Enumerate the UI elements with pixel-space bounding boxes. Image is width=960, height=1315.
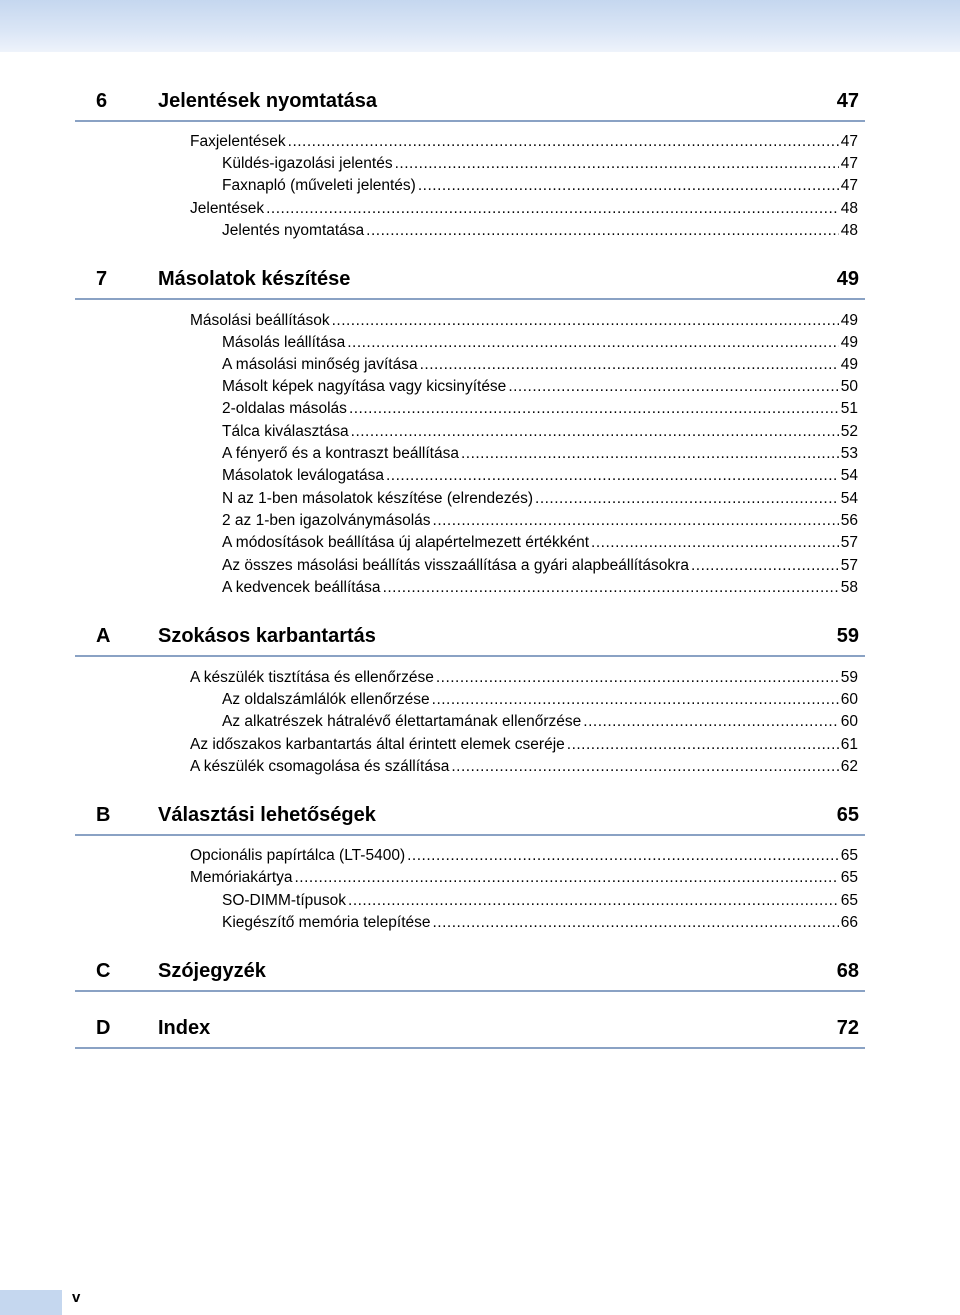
chapter-title: Szokásos karbantartás — [158, 625, 376, 647]
toc-entry[interactable] — [222, 465, 858, 487]
entry-page: 65 — [840, 869, 858, 886]
entry-label: 2-oldalas másolás — [222, 400, 347, 417]
toc-entry[interactable] — [190, 131, 858, 153]
toc-entry[interactable] — [222, 532, 858, 554]
dot-leader — [420, 354, 839, 376]
entry-label: Az oldalszámlálók ellenőrzése — [222, 691, 430, 708]
entry-page: 59 — [840, 669, 858, 686]
entry-page: 49 — [840, 334, 858, 351]
dot-leader — [386, 465, 839, 487]
chapter-number: A — [96, 625, 111, 647]
entry-label: Memóriakártya — [190, 869, 293, 886]
entry-page: 50 — [840, 378, 858, 395]
entry-label: Opcionális papírtálca (LT-5400) — [190, 847, 406, 864]
entry-page: 65 — [840, 847, 858, 864]
entry-label: N az 1-ben másolatok készítése (elrendezés) — [222, 490, 534, 507]
entry-label: Kiegészítő memória telepítése — [222, 914, 431, 931]
entry-label: Küldés-igazolási jelentés — [222, 155, 393, 172]
entry-page: 58 — [840, 579, 858, 596]
dot-leader — [583, 711, 838, 733]
toc-entry[interactable] — [222, 398, 858, 420]
toc-entry[interactable] — [190, 310, 858, 332]
toc-entry[interactable] — [190, 756, 858, 778]
entry-label: Az összes másolási beállítás visszaállítása a gyári alapbeállításokra — [222, 557, 689, 574]
chapter-number: C — [96, 960, 111, 982]
dot-leader — [332, 310, 839, 332]
chapter-title: Másolatok készítése — [158, 268, 351, 290]
footer-tab — [0, 1290, 62, 1315]
entry-label: 2 az 1-ben igazolványmásolás — [222, 512, 431, 529]
chapter-title: Választási lehetőségek — [158, 804, 376, 826]
entry-label: A kedvencek beállítása — [222, 579, 381, 596]
chapter-heading[interactable] — [75, 804, 865, 836]
entry-label: A módosítások beállítása új alapértelmezett értékként — [222, 534, 590, 551]
footer-page-number: v — [72, 1289, 81, 1306]
toc-entry[interactable] — [222, 376, 858, 398]
dot-leader — [433, 510, 839, 532]
dot-leader — [288, 131, 839, 153]
dot-leader — [366, 220, 839, 242]
toc-entry[interactable] — [222, 711, 858, 733]
toc-entry[interactable] — [190, 198, 858, 220]
entry-page: 54 — [840, 490, 858, 507]
toc-entry[interactable] — [190, 845, 858, 867]
entry-label: Az alkatrészek hátralévő élettartamának ellenőrzése — [222, 713, 582, 730]
chapter-title: Jelentések nyomtatása — [158, 90, 378, 112]
entry-label: Másolt képek nagyítása vagy kicsinyítése — [222, 378, 507, 395]
chapter-heading[interactable] — [75, 1017, 865, 1049]
entry-page: 56 — [840, 512, 858, 529]
entry-page: 62 — [840, 758, 858, 775]
dot-leader — [508, 376, 838, 398]
entry-label: Jelentés nyomtatása — [222, 222, 365, 239]
entry-page: 51 — [840, 400, 858, 417]
top-header-band — [0, 0, 960, 52]
dot-leader — [433, 912, 839, 934]
toc-entry[interactable] — [222, 488, 858, 510]
chapter-number: B — [96, 804, 111, 826]
dot-leader — [351, 421, 839, 443]
entry-label: A fényerő és a kontraszt beállítása — [222, 445, 459, 462]
entry-page: 47 — [840, 133, 858, 150]
chapter-page: 49 — [836, 268, 859, 290]
toc-entry[interactable] — [222, 175, 858, 197]
toc-entry[interactable] — [190, 667, 858, 689]
toc-entry[interactable] — [190, 734, 858, 756]
dot-leader — [432, 689, 839, 711]
entry-page: 57 — [840, 534, 858, 551]
toc-entry[interactable] — [222, 421, 858, 443]
toc-entry[interactable] — [190, 867, 858, 889]
toc-entry[interactable] — [222, 689, 858, 711]
dot-leader — [395, 153, 839, 175]
chapter-page: 72 — [836, 1017, 859, 1039]
toc-entry[interactable] — [222, 443, 858, 465]
entry-page: 49 — [840, 312, 858, 329]
entry-page: 52 — [840, 423, 858, 440]
entry-page: 49 — [840, 356, 858, 373]
chapter-heading[interactable] — [75, 268, 865, 300]
entry-label: Jelentések — [190, 200, 265, 217]
toc-entry[interactable] — [222, 890, 858, 912]
dot-leader — [691, 555, 839, 577]
entry-page: 60 — [840, 691, 858, 708]
chapter-heading[interactable] — [75, 960, 865, 992]
chapter-title: Index — [158, 1017, 211, 1039]
entry-label: SO-DIMM-típusok — [222, 892, 347, 909]
entry-page: 54 — [840, 467, 858, 484]
toc-entry[interactable] — [222, 555, 858, 577]
entry-label: A másolási minőség javítása — [222, 356, 418, 373]
entry-label: A készülék tisztítása és ellenőrzése — [190, 669, 434, 686]
dot-leader — [266, 198, 839, 220]
dot-leader — [295, 867, 839, 889]
dot-leader — [347, 332, 839, 354]
entry-label: A készülék csomagolása és szállítása — [190, 758, 450, 775]
entry-label: Másolatok leválogatása — [222, 467, 384, 484]
entry-label: Másolás leállítása — [222, 334, 346, 351]
entry-page: 65 — [840, 892, 858, 909]
entry-page: 61 — [840, 736, 858, 753]
chapter-page: 68 — [836, 960, 859, 982]
chapter-number: 7 — [96, 268, 108, 290]
chapter-number: 6 — [96, 90, 108, 112]
chapter-heading[interactable] — [75, 625, 865, 657]
entry-page: 60 — [840, 713, 858, 730]
chapter-page: 65 — [836, 804, 859, 826]
toc-entry[interactable] — [222, 510, 858, 532]
entry-page: 57 — [840, 557, 858, 574]
entry-page: 47 — [840, 155, 858, 172]
chapter-heading[interactable] — [75, 90, 865, 122]
entry-label: Faxnapló (műveleti jelentés) — [222, 177, 416, 194]
entry-label: Faxjelentések — [190, 133, 286, 150]
toc-entry[interactable] — [222, 577, 858, 599]
entry-label: Tálca kiválasztása — [222, 423, 349, 440]
toc-entry[interactable] — [222, 332, 858, 354]
entry-page: 66 — [840, 914, 858, 931]
chapter-page: 59 — [836, 625, 859, 647]
chapter-page: 47 — [836, 90, 859, 112]
entry-label: Az időszakos karbantartás által érintett elemek cseréje — [190, 736, 565, 753]
dot-leader — [407, 845, 839, 867]
chapter-number: D — [96, 1017, 111, 1039]
dot-leader — [348, 890, 839, 912]
toc-entry[interactable] — [222, 354, 858, 376]
dot-leader — [591, 532, 839, 554]
entry-page: 48 — [840, 222, 858, 239]
toc-entry[interactable] — [222, 220, 858, 242]
dot-leader — [535, 488, 839, 510]
entry-page: 47 — [840, 177, 858, 194]
entry-label: Másolási beállítások — [190, 312, 330, 329]
dot-leader — [461, 443, 839, 465]
dot-leader — [418, 175, 839, 197]
dot-leader — [383, 577, 839, 599]
dot-leader — [349, 398, 839, 420]
chapter-title: Szójegyzék — [158, 960, 266, 982]
entry-page: 48 — [840, 200, 858, 217]
toc-entry[interactable] — [222, 912, 858, 934]
entry-page: 53 — [840, 445, 858, 462]
dot-leader — [436, 667, 839, 689]
dot-leader — [567, 734, 839, 756]
toc-entry[interactable] — [222, 153, 858, 175]
dot-leader — [451, 756, 838, 778]
